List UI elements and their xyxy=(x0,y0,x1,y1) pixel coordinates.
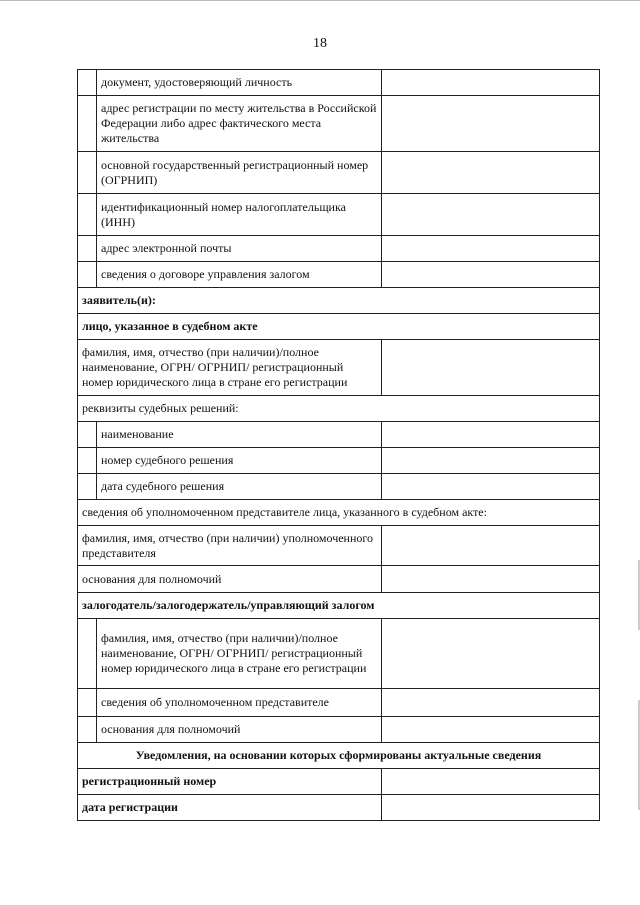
field-label: основания для полномочий xyxy=(78,566,382,593)
indent-cell xyxy=(78,474,97,500)
field-label: адрес регистрации по месту жительства в Российской Федерации либо адрес фактического места жительства xyxy=(97,96,382,152)
indent-cell xyxy=(78,152,97,194)
table-row xyxy=(78,689,600,717)
field-value xyxy=(382,236,600,262)
table-row xyxy=(78,422,600,448)
indent-cell xyxy=(78,717,97,743)
field-label: дата судебного решения xyxy=(97,474,382,500)
indent-cell xyxy=(78,194,97,236)
section-row xyxy=(78,314,600,340)
field-value xyxy=(382,526,600,566)
table-row xyxy=(78,526,600,566)
field-label: сведения об уполномоченном представителе xyxy=(97,689,382,717)
table-row xyxy=(78,194,600,236)
page-number: 18 xyxy=(313,36,327,51)
field-label: сведения о договоре управления залогом xyxy=(97,262,382,288)
field-value xyxy=(382,448,600,474)
field-value xyxy=(382,717,600,743)
field-label: фамилия, имя, отчество (при наличии)/полное наименование, ОГРН/ ОГРНИП/ регистрационный номер юридического лица в стране его регистрации xyxy=(97,619,382,689)
field-label: дата регистрации xyxy=(78,795,382,821)
field-label: документ, удостоверяющий личность xyxy=(97,70,382,96)
notifications-heading: Уведомления, на основании которых сформированы актуальные сведения xyxy=(78,743,600,769)
table-row xyxy=(78,717,600,743)
group-heading: сведения об уполномоченном представителе лица, указанного в судебном акте: xyxy=(78,500,600,526)
field-label: основания для полномочий xyxy=(97,717,382,743)
field-value xyxy=(382,619,600,689)
table-row xyxy=(78,96,600,152)
table-row xyxy=(78,262,600,288)
field-value xyxy=(382,262,600,288)
table-row xyxy=(78,152,600,194)
field-value xyxy=(382,340,600,396)
indent-cell xyxy=(78,689,97,717)
table-row xyxy=(78,769,600,795)
indent-cell xyxy=(78,262,97,288)
indent-cell xyxy=(78,96,97,152)
field-label: наименование xyxy=(97,422,382,448)
field-value xyxy=(382,689,600,717)
section-row xyxy=(78,593,600,619)
field-label: номер судебного решения xyxy=(97,448,382,474)
title-row xyxy=(78,743,600,769)
field-label: основной государственный регистрационный номер (ОГРНИП) xyxy=(97,152,382,194)
indent-cell xyxy=(78,70,97,96)
indent-cell xyxy=(78,619,97,689)
page-top-edge xyxy=(0,0,640,1)
indent-cell xyxy=(78,422,97,448)
field-value xyxy=(382,795,600,821)
header-row xyxy=(78,500,600,526)
table-row xyxy=(78,474,600,500)
field-value xyxy=(382,70,600,96)
field-value xyxy=(382,566,600,593)
field-label: фамилия, имя, отчество (при наличии) уполномоченного представителя xyxy=(78,526,382,566)
field-label: фамилия, имя, отчество (при наличии)/полное наименование, ОГРН/ ОГРНИП/ регистрационный номер юридического лица в стране его регистрации xyxy=(78,340,382,396)
group-heading: реквизиты судебных решений: xyxy=(78,396,600,422)
field-value xyxy=(382,422,600,448)
field-value xyxy=(382,194,600,236)
section-heading: лицо, указанное в судебном акте xyxy=(78,314,600,340)
field-value xyxy=(382,474,600,500)
field-label: регистрационный номер xyxy=(78,769,382,795)
header-row xyxy=(78,396,600,422)
table-row xyxy=(78,619,600,689)
table-row xyxy=(78,236,600,262)
table-row xyxy=(78,70,600,96)
table-row xyxy=(78,795,600,821)
indent-cell xyxy=(78,236,97,262)
section-heading: залогодатель/залогодержатель/управляющий залогом xyxy=(78,593,600,619)
table-row xyxy=(78,566,600,593)
table-row xyxy=(78,448,600,474)
field-value xyxy=(382,769,600,795)
field-value xyxy=(382,152,600,194)
field-label: адрес электронной почты xyxy=(97,236,382,262)
section-heading: заявитель(и): xyxy=(78,288,600,314)
registry-form-table xyxy=(77,69,600,821)
indent-cell xyxy=(78,448,97,474)
section-row xyxy=(78,288,600,314)
table-row xyxy=(78,340,600,396)
field-label: идентификационный номер налогоплательщика (ИНН) xyxy=(97,194,382,236)
field-value xyxy=(382,96,600,152)
